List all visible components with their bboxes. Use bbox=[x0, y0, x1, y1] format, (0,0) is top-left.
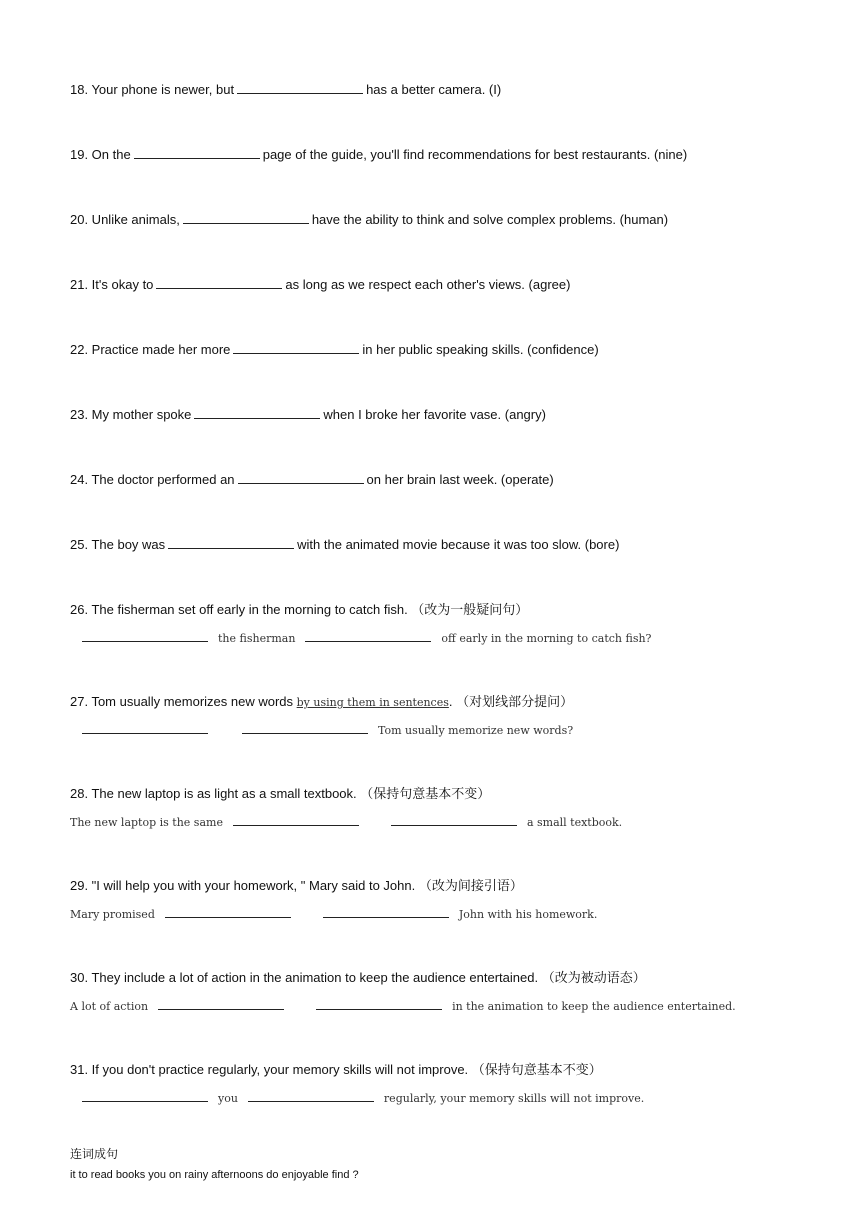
question-31-answer-line bbox=[70, 1091, 644, 1106]
answer-blank[interactable] bbox=[134, 147, 260, 159]
question-21-before: 21. It's okay to bbox=[70, 277, 154, 292]
question-21 bbox=[70, 277, 570, 293]
answer-blank[interactable] bbox=[168, 537, 294, 549]
answer-blank[interactable] bbox=[82, 631, 208, 642]
answer-blank[interactable] bbox=[165, 907, 291, 918]
question-25 bbox=[70, 537, 619, 553]
answer-blank[interactable] bbox=[156, 277, 282, 289]
answer-text: A lot of action bbox=[70, 1000, 149, 1013]
question-20-after: have the ability to think and solve complex problems. (human) bbox=[311, 212, 669, 227]
question-26-answer-line bbox=[70, 631, 651, 646]
question-28: 28. The new laptop is as light as a small textbook. （保持句意基本不变） bbox=[70, 786, 491, 801]
question-22-after: in her public speaking skills. (confidence) bbox=[362, 342, 599, 357]
question-19-after: page of the guide, you'll find recommendations for best restaurants. (nine) bbox=[262, 147, 688, 162]
answer-text: in the animation to keep the audience entertained. bbox=[452, 1000, 736, 1013]
question-24-after: on her brain last week. (operate) bbox=[366, 472, 554, 487]
question-18-before: 18. Your phone is newer, but bbox=[70, 82, 235, 97]
question-28-answer-line bbox=[70, 815, 622, 830]
question-19-before: 19. On the bbox=[70, 147, 131, 162]
answer-blank[interactable] bbox=[242, 723, 368, 734]
question-27-after: . （对划线部分提问） bbox=[448, 694, 574, 709]
answer-blank[interactable] bbox=[82, 723, 208, 734]
answer-blank[interactable] bbox=[183, 212, 309, 224]
answer-text: The new laptop is the same bbox=[70, 816, 223, 829]
answer-blank[interactable] bbox=[238, 472, 364, 484]
question-24-before: 24. The doctor performed an bbox=[70, 472, 235, 487]
question-27-answer-line bbox=[70, 723, 573, 738]
question-30: 30. They include a lot of action in the animation to keep the audience entertained. （改为被动语态） bbox=[70, 970, 646, 985]
answer-blank[interactable] bbox=[233, 342, 359, 354]
answer-blank[interactable] bbox=[248, 1091, 374, 1102]
answer-text: a small textbook. bbox=[526, 816, 623, 829]
answer-text: regularly, your memory skills will not improve. bbox=[383, 1092, 645, 1105]
section-title: 连词成句 bbox=[70, 1147, 119, 1161]
question-24 bbox=[70, 472, 554, 488]
answer-text: off early in the morning to catch fish? bbox=[441, 632, 652, 645]
answer-blank[interactable] bbox=[233, 815, 359, 826]
question-22 bbox=[70, 342, 599, 358]
question-27-before: 27. Tom usually memorizes new words bbox=[70, 694, 294, 709]
question-20 bbox=[70, 212, 668, 228]
answer-blank[interactable] bbox=[391, 815, 517, 826]
question-23-before: 23. My mother spoke bbox=[70, 407, 192, 422]
question-19 bbox=[70, 147, 687, 163]
question-27 bbox=[70, 694, 573, 711]
answer-text: Tom usually memorize new words? bbox=[378, 724, 574, 737]
answer-text: you bbox=[218, 1092, 238, 1105]
question-29: 29. "I will help you with your homework, " Mary said to John. （改为间接引语） bbox=[70, 878, 523, 893]
question-30-answer-line bbox=[70, 999, 736, 1014]
question-31: 31. If you don't practice regularly, your memory skills will not improve. （保持句意基本不变） bbox=[70, 1062, 602, 1077]
answer-text: the fisherman bbox=[218, 632, 296, 645]
question-25-before: 25. The boy was bbox=[70, 537, 166, 552]
answer-blank[interactable] bbox=[237, 82, 363, 94]
question-22-before: 22. Practice made her more bbox=[70, 342, 231, 357]
question-20-before: 20. Unlike animals, bbox=[70, 212, 180, 227]
question-29-answer-line bbox=[70, 907, 597, 922]
question-23-after: when I broke her favorite vase. (angry) bbox=[323, 407, 546, 422]
answer-blank[interactable] bbox=[82, 1091, 208, 1102]
question-21-after: as long as we respect each other's views. (agree) bbox=[285, 277, 571, 292]
question-23 bbox=[70, 407, 546, 423]
answer-text: Mary promised bbox=[70, 908, 155, 921]
question-18-after: has a better camera. (I) bbox=[366, 82, 502, 97]
jumbled-words: it to read books you on rainy afternoons do enjoyable find ? bbox=[70, 1169, 359, 1181]
answer-blank[interactable] bbox=[194, 407, 320, 419]
question-18 bbox=[70, 82, 501, 98]
answer-text: John with his homework. bbox=[458, 908, 598, 921]
answer-blank[interactable] bbox=[305, 631, 431, 642]
question-25-after: with the animated movie because it was too slow. (bore) bbox=[297, 537, 620, 552]
underlined-phrase: by using them in sentences bbox=[296, 696, 449, 709]
answer-blank[interactable] bbox=[316, 999, 442, 1010]
answer-blank[interactable] bbox=[323, 907, 449, 918]
answer-blank[interactable] bbox=[158, 999, 284, 1010]
question-26: 26. The fisherman set off early in the morning to catch fish. （改为一般疑问句） bbox=[70, 602, 529, 617]
